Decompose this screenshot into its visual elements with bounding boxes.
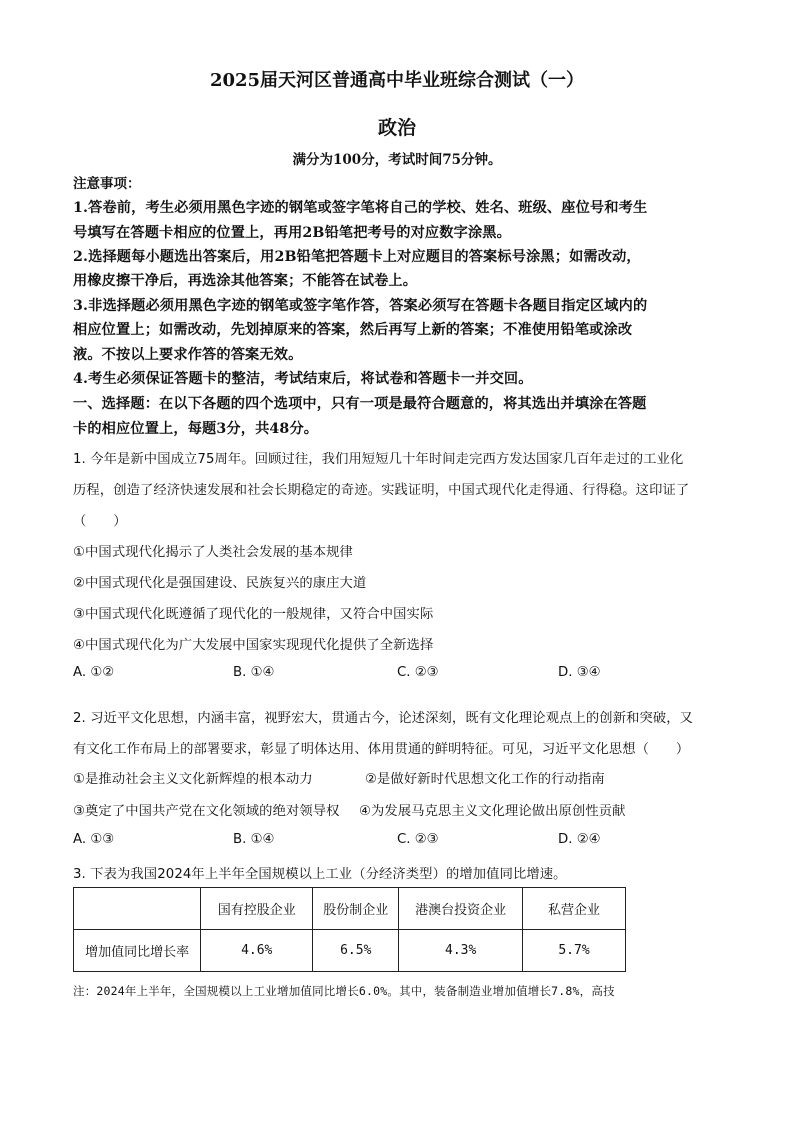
table-header-cell xyxy=(74,888,201,930)
q2-statement: ③奠定了中国共产党在文化领域的绝对领导权 xyxy=(73,804,340,819)
q1-statement: ②中国式现代化是强国建设、民族复兴的康庄大道 xyxy=(73,576,367,591)
q2-option-c: C. ②③ xyxy=(397,832,439,847)
q2-option-a: A. ①③ xyxy=(73,832,115,847)
q1-option-d: D. ③④ xyxy=(558,665,601,680)
q1-statement: ④中国式现代化为广大发展中国家实现现代化提供了全新选择 xyxy=(73,638,434,653)
subject-title: 政治 xyxy=(377,117,416,139)
table-cell: 6.5% xyxy=(313,930,399,972)
section-heading: 卡的相应位置上，每题3分，共48分。 xyxy=(73,421,319,437)
q1-stem-line: 1. 今年是新中国成立75周年。回顾过往，我们用短短几十年时间走完西方发达国家几百年走过的工业化 xyxy=(73,452,684,467)
table-header-row xyxy=(74,888,626,930)
notice-line: 号填写在答题卡相应的位置上，再用2B铅笔把考号的对应数字涂黑。 xyxy=(73,225,511,241)
table-row xyxy=(74,930,626,972)
notice-line: 3.非选择题必须用黑色字迹的钢笔或签字笔作答，答案必须写在答题卡各题目指定区域内的 xyxy=(73,298,648,314)
exam-title: 2025届天河区普通高中毕业班综合测试（一） xyxy=(209,70,585,91)
table-header-cell: 私营企业 xyxy=(523,888,626,930)
q2-stem-line: 2. 习近平文化思想，内涵丰富，视野宏大，贯通古今，论述深刻，既有文化理论观点上的创新和突破，又 xyxy=(73,711,694,726)
table-header-cell: 国有控股企业 xyxy=(201,888,313,930)
q2-option-d: D. ②④ xyxy=(558,832,601,847)
notice-line: 相应位置上；如需改动，先划掉原来的答案，然后再写上新的答案；不准使用铅笔或涂改 xyxy=(73,322,633,338)
full-score-info: 满分为100分，考试时间75分钟。 xyxy=(292,152,502,168)
table-cell: 4.3% xyxy=(399,930,523,972)
table-header-cell: 股份制企业 xyxy=(313,888,399,930)
q1-stem-line: 历程，创造了经济快速发展和社会长期稳定的奇迹。实践证明，中国式现代化走得通、行得稳。这印证了 xyxy=(73,483,690,498)
q1-option-a: A. ①② xyxy=(73,665,115,680)
q3-stem: 3. 下表为我国2024年上半年全国规模以上工业（分经济类型）的增加值同比增速。 xyxy=(73,867,567,882)
q1-option-b: B. ①④ xyxy=(233,665,275,680)
q2-option-b: B. ①④ xyxy=(233,832,275,847)
notice-line: 液。不按以上要求作答的答案无效。 xyxy=(73,347,303,363)
q2-statement: ①是推动社会主义文化新辉煌的根本动力 xyxy=(73,772,313,787)
q1-option-c: C. ②③ xyxy=(397,665,439,680)
q1-statement: ①中国式现代化揭示了人类社会发展的基本规律 xyxy=(73,545,353,560)
table-header-cell: 港澳台投资企业 xyxy=(399,888,523,930)
notice-line: 1.答卷前，考生必须用黑色字迹的钢笔或签字笔将自己的学校、姓名、班级、座位号和考生 xyxy=(73,200,648,216)
table-cell: 5.7% xyxy=(523,930,626,972)
q2-stem-line: 有文化工作布局上的部署要求，彰显了明体达用、体用贯通的鲜明特征。可见，习近平文化思想（ ） xyxy=(73,742,690,757)
q2-statement: ②是做好新时代思想文化工作的行动指南 xyxy=(365,772,605,787)
q3-data-table xyxy=(73,887,626,972)
notice-line: 4.考生必须保证答题卡的整洁，考试结束后，将试卷和答题卡一并交回。 xyxy=(73,371,533,387)
notice-line: 2.选择题每小题选出答案后，用2B铅笔把答题卡上对应题目的答案标号涂黑；如需改动， xyxy=(73,249,641,265)
q3-table-note: 注：2024年上半年，全国规模以上工业增加值同比增长6.0%。其中，装备制造业增加值增长7.8%，高技 xyxy=(73,984,615,998)
q2-statement: ④为发展马克思主义文化理论做出原创性贡献 xyxy=(359,804,626,819)
notice-heading: 注意事项： xyxy=(73,176,141,192)
q1-statement: ③中国式现代化既遵循了现代化的一般规律，又符合中国实际 xyxy=(73,607,434,622)
q1-answer-blank: （ ） xyxy=(73,514,127,529)
table-row-label: 增加值同比增长率 xyxy=(74,930,201,972)
notice-line: 用橡皮擦干净后，再选涂其他答案；不能答在试卷上。 xyxy=(73,273,418,289)
section-heading: 一、选择题：在以下各题的四个选项中，只有一项是最符合题意的，将其选出并填涂在答题 xyxy=(73,396,647,412)
table-cell: 4.6% xyxy=(201,930,313,972)
